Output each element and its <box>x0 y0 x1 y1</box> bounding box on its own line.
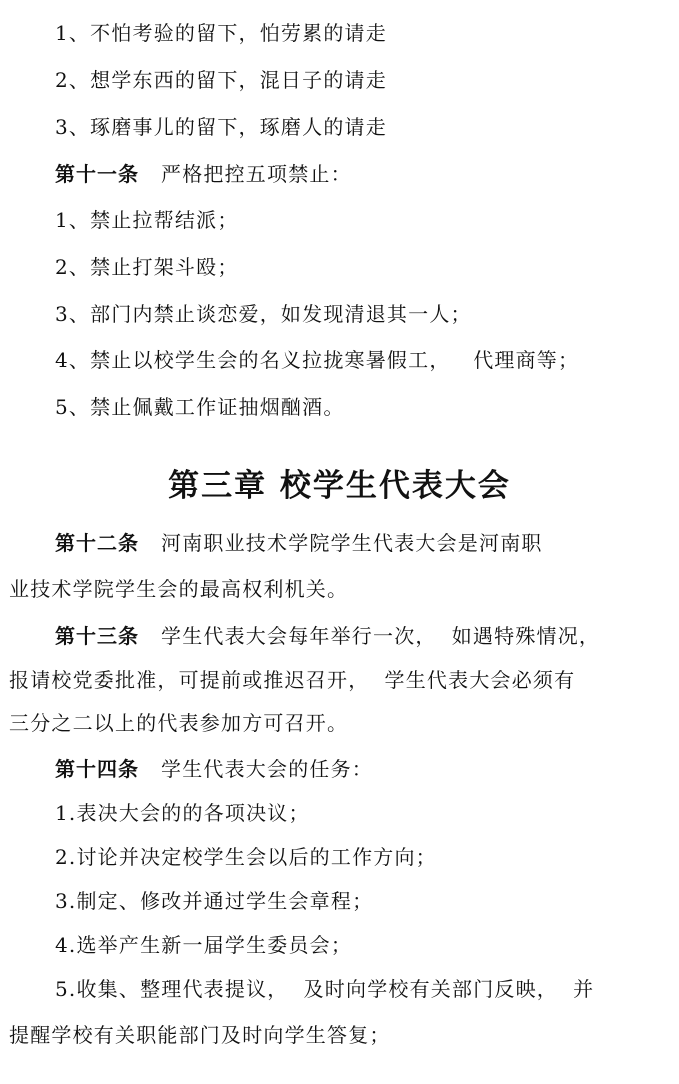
list-item: 5、禁止佩戴工作证抽烟酗酒。 <box>55 395 345 419</box>
list-item: 1.表决大会的的各项决议； <box>55 801 310 825</box>
article-label: 第十一条 <box>55 162 139 186</box>
article-label: 第十四条 <box>55 757 139 781</box>
list-item: 4、禁止以校学生会的名义拉拢寒暑假工， 代理商等； <box>55 348 580 372</box>
list-item: 3、琢磨事儿的留下，琢磨人的请走 <box>55 115 387 139</box>
article-label: 第十三条 <box>55 624 139 648</box>
list-item: 2.讨论并决定校学生会以后的工作方向； <box>55 845 437 869</box>
paragraph-line: 提醒学校有关职能部门及时向学生答复； <box>9 1023 391 1047</box>
article-14 <box>55 755 373 783</box>
paragraph-line: 报请校党委批准，可提前或推迟召开， 学生代表大会必须有 <box>9 668 576 692</box>
article-text: 学生代表大会每年举行一次， 如遇特殊情况， <box>161 624 601 648</box>
article-label: 第十二条 <box>55 531 139 555</box>
article-11 <box>55 160 352 188</box>
list-item: 3.制定、修改并通过学生会章程； <box>55 889 374 913</box>
article-12 <box>55 529 543 557</box>
list-item: 2、想学东西的留下，混日子的请走 <box>55 68 387 92</box>
paragraph-line: 业技术学院学生会的最高权利机关。 <box>9 577 349 601</box>
list-item: 4.选举产生新一届学生委员会； <box>55 933 353 957</box>
article-text: 学生代表大会的任务： <box>161 757 373 781</box>
list-item: 5.收集、整理代表提议， 及时向学校有关部门反映， 并 <box>55 977 595 1001</box>
article-text: 河南职业技术学院学生代表大会是河南职 <box>161 531 543 555</box>
list-item: 2、禁止打架斗殴； <box>55 255 239 279</box>
list-item: 1、禁止拉帮结派； <box>55 208 239 232</box>
list-item: 1、不怕考验的留下，怕劳累的请走 <box>55 21 387 45</box>
list-item: 3、部门内禁止谈恋爱，如发现清退其一人； <box>55 302 472 326</box>
chapter-title: 第三章 校学生代表大会 <box>168 468 511 504</box>
article-13 <box>55 622 600 650</box>
article-text: 严格把控五项禁止： <box>161 162 352 186</box>
paragraph-line: 三分之二以上的代表参加方可召开。 <box>9 711 349 735</box>
